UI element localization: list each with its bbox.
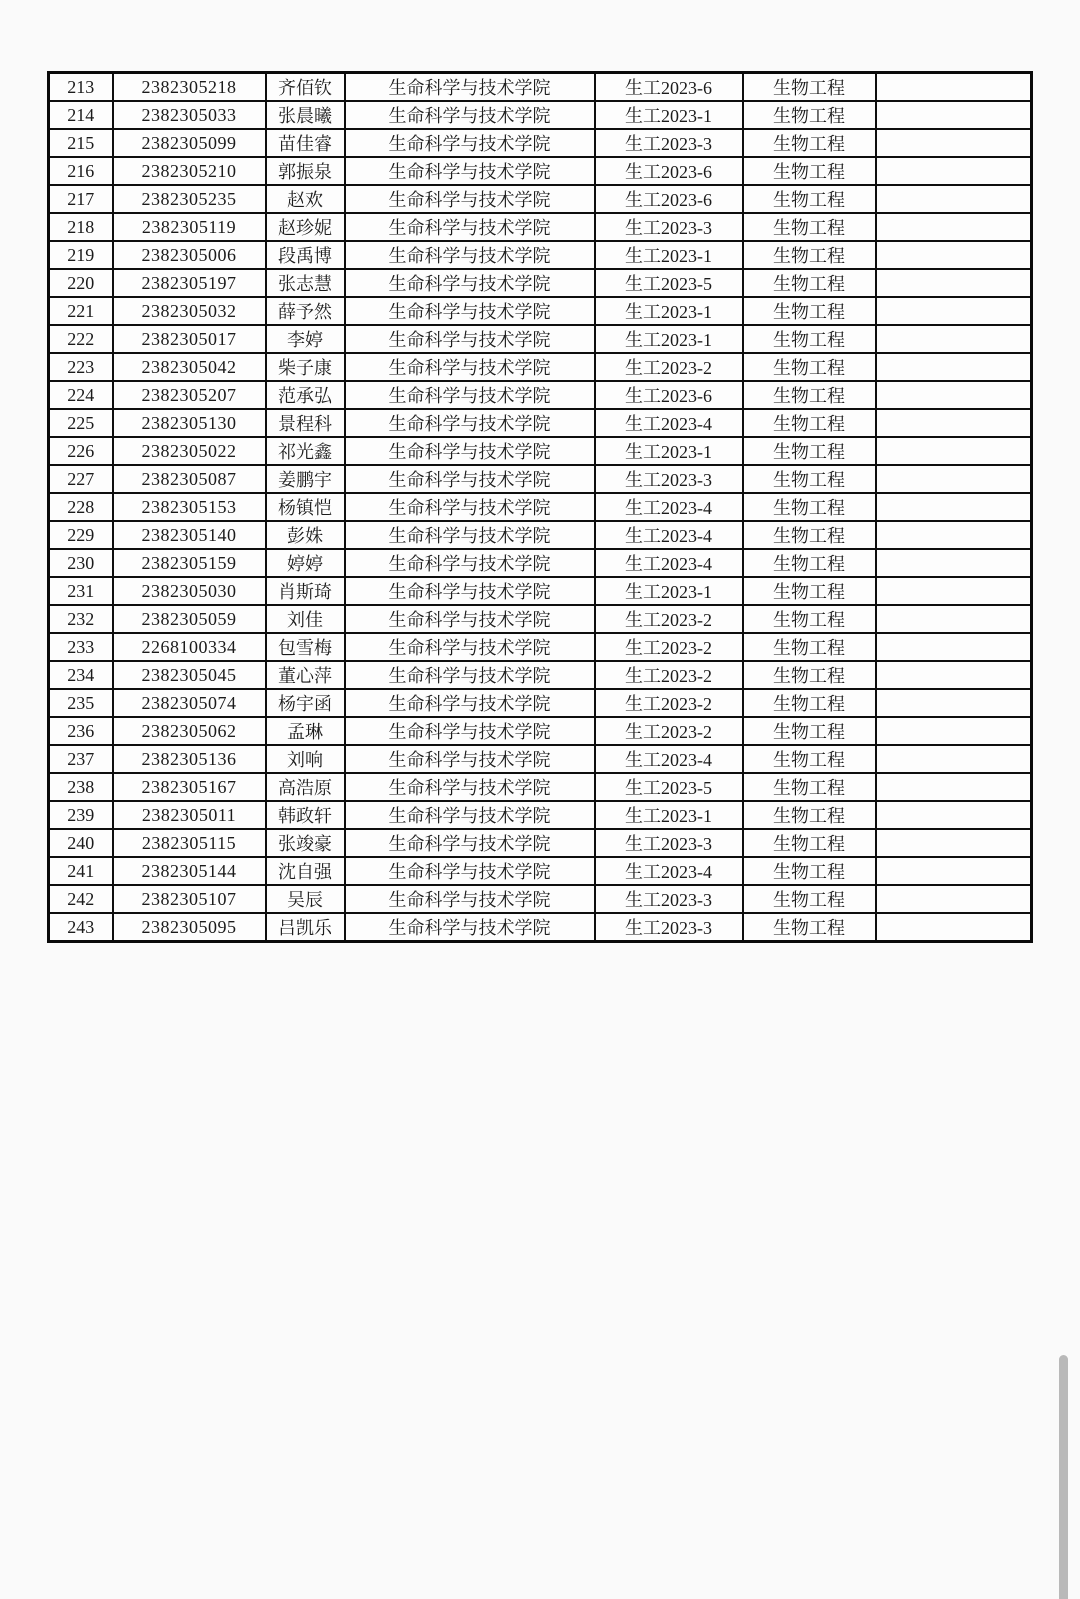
cell-college: 生命科学与技术学院 bbox=[345, 73, 595, 102]
table-row bbox=[49, 325, 1032, 353]
cell-student-id: 2268100334 bbox=[113, 633, 266, 661]
cell-name: 苗佳睿 bbox=[266, 129, 345, 157]
table-row bbox=[49, 521, 1032, 549]
cell-major: 生物工程 bbox=[743, 661, 876, 689]
cell-row-number: 227 bbox=[49, 465, 113, 493]
table-row bbox=[49, 353, 1032, 381]
cell-name: 姜鹏宇 bbox=[266, 465, 345, 493]
cell-student-id: 2382305087 bbox=[113, 465, 266, 493]
cell-name: 婷婷 bbox=[266, 549, 345, 577]
cell-class: 生工2023-6 bbox=[595, 73, 743, 102]
table-row bbox=[49, 409, 1032, 437]
table-row bbox=[49, 745, 1032, 773]
cell-major: 生物工程 bbox=[743, 689, 876, 717]
cell-name: 段禹博 bbox=[266, 241, 345, 269]
cell-student-id: 2382305045 bbox=[113, 661, 266, 689]
table-row bbox=[49, 717, 1032, 745]
cell-row-number: 226 bbox=[49, 437, 113, 465]
cell-college: 生命科学与技术学院 bbox=[345, 549, 595, 577]
cell-note bbox=[876, 773, 1032, 801]
cell-class: 生工2023-4 bbox=[595, 409, 743, 437]
cell-row-number: 235 bbox=[49, 689, 113, 717]
cell-major: 生物工程 bbox=[743, 605, 876, 633]
cell-note bbox=[876, 717, 1032, 745]
cell-class: 生工2023-6 bbox=[595, 381, 743, 409]
cell-row-number: 224 bbox=[49, 381, 113, 409]
cell-row-number: 233 bbox=[49, 633, 113, 661]
cell-name: 景程科 bbox=[266, 409, 345, 437]
cell-major: 生物工程 bbox=[743, 829, 876, 857]
cell-major: 生物工程 bbox=[743, 773, 876, 801]
table-row bbox=[49, 213, 1032, 241]
cell-note bbox=[876, 437, 1032, 465]
cell-major: 生物工程 bbox=[743, 857, 876, 885]
cell-note bbox=[876, 269, 1032, 297]
cell-student-id: 2382305144 bbox=[113, 857, 266, 885]
cell-class: 生工2023-6 bbox=[595, 157, 743, 185]
cell-major: 生物工程 bbox=[743, 409, 876, 437]
cell-name: 肖斯琦 bbox=[266, 577, 345, 605]
student-roster-table bbox=[47, 71, 1033, 943]
cell-note bbox=[876, 745, 1032, 773]
cell-student-id: 2382305115 bbox=[113, 829, 266, 857]
cell-name: 彭姝 bbox=[266, 521, 345, 549]
cell-college: 生命科学与技术学院 bbox=[345, 829, 595, 857]
table-row bbox=[49, 129, 1032, 157]
cell-student-id: 2382305074 bbox=[113, 689, 266, 717]
cell-row-number: 225 bbox=[49, 409, 113, 437]
cell-note bbox=[876, 689, 1032, 717]
cell-major: 生物工程 bbox=[743, 269, 876, 297]
cell-class: 生工2023-2 bbox=[595, 661, 743, 689]
table-row bbox=[49, 297, 1032, 325]
cell-college: 生命科学与技术学院 bbox=[345, 773, 595, 801]
cell-student-id: 2382305207 bbox=[113, 381, 266, 409]
cell-major: 生物工程 bbox=[743, 493, 876, 521]
cell-note bbox=[876, 213, 1032, 241]
cell-college: 生命科学与技术学院 bbox=[345, 885, 595, 913]
cell-student-id: 2382305059 bbox=[113, 605, 266, 633]
cell-student-id: 2382305006 bbox=[113, 241, 266, 269]
cell-major: 生物工程 bbox=[743, 717, 876, 745]
cell-class: 生工2023-1 bbox=[595, 101, 743, 129]
cell-row-number: 219 bbox=[49, 241, 113, 269]
cell-note bbox=[876, 493, 1032, 521]
cell-major: 生物工程 bbox=[743, 157, 876, 185]
cell-major: 生物工程 bbox=[743, 297, 876, 325]
cell-student-id: 2382305136 bbox=[113, 745, 266, 773]
cell-student-id: 2382305218 bbox=[113, 73, 266, 102]
cell-name: 郭振泉 bbox=[266, 157, 345, 185]
cell-note bbox=[876, 913, 1032, 942]
cell-class: 生工2023-1 bbox=[595, 241, 743, 269]
cell-name: 祁光鑫 bbox=[266, 437, 345, 465]
cell-student-id: 2382305235 bbox=[113, 185, 266, 213]
cell-student-id: 2382305017 bbox=[113, 325, 266, 353]
cell-class: 生工2023-4 bbox=[595, 521, 743, 549]
cell-note bbox=[876, 549, 1032, 577]
cell-student-id: 2382305197 bbox=[113, 269, 266, 297]
cell-class: 生工2023-2 bbox=[595, 689, 743, 717]
cell-student-id: 2382305099 bbox=[113, 129, 266, 157]
table-row bbox=[49, 549, 1032, 577]
cell-major: 生物工程 bbox=[743, 381, 876, 409]
cell-name: 刘响 bbox=[266, 745, 345, 773]
cell-row-number: 221 bbox=[49, 297, 113, 325]
cell-name: 高浩原 bbox=[266, 773, 345, 801]
cell-row-number: 239 bbox=[49, 801, 113, 829]
cell-college: 生命科学与技术学院 bbox=[345, 801, 595, 829]
cell-note bbox=[876, 885, 1032, 913]
cell-row-number: 228 bbox=[49, 493, 113, 521]
cell-row-number: 214 bbox=[49, 101, 113, 129]
cell-class: 生工2023-2 bbox=[595, 353, 743, 381]
cell-row-number: 213 bbox=[49, 73, 113, 102]
table-row bbox=[49, 829, 1032, 857]
cell-class: 生工2023-4 bbox=[595, 857, 743, 885]
table-row bbox=[49, 689, 1032, 717]
cell-note bbox=[876, 185, 1032, 213]
cell-major: 生物工程 bbox=[743, 549, 876, 577]
cell-college: 生命科学与技术学院 bbox=[345, 381, 595, 409]
cell-college: 生命科学与技术学院 bbox=[345, 633, 595, 661]
cell-class: 生工2023-5 bbox=[595, 773, 743, 801]
cell-note bbox=[876, 801, 1032, 829]
cell-name: 吕凯乐 bbox=[266, 913, 345, 942]
cell-note bbox=[876, 73, 1032, 102]
cell-row-number: 243 bbox=[49, 913, 113, 942]
cell-major: 生物工程 bbox=[743, 745, 876, 773]
cell-college: 生命科学与技术学院 bbox=[345, 101, 595, 129]
cell-college: 生命科学与技术学院 bbox=[345, 129, 595, 157]
cell-row-number: 215 bbox=[49, 129, 113, 157]
cell-class: 生工2023-5 bbox=[595, 269, 743, 297]
cell-row-number: 237 bbox=[49, 745, 113, 773]
table-row bbox=[49, 493, 1032, 521]
cell-student-id: 2382305153 bbox=[113, 493, 266, 521]
cell-student-id: 2382305011 bbox=[113, 801, 266, 829]
cell-note bbox=[876, 381, 1032, 409]
cell-college: 生命科学与技术学院 bbox=[345, 297, 595, 325]
cell-student-id: 2382305033 bbox=[113, 101, 266, 129]
table-row bbox=[49, 241, 1032, 269]
cell-row-number: 240 bbox=[49, 829, 113, 857]
cell-class: 生工2023-3 bbox=[595, 465, 743, 493]
cell-class: 生工2023-6 bbox=[595, 185, 743, 213]
cell-class: 生工2023-1 bbox=[595, 325, 743, 353]
cell-row-number: 230 bbox=[49, 549, 113, 577]
cell-name: 齐佰钦 bbox=[266, 73, 345, 102]
cell-class: 生工2023-1 bbox=[595, 437, 743, 465]
cell-note bbox=[876, 409, 1032, 437]
cell-name: 柴子康 bbox=[266, 353, 345, 381]
cell-major: 生物工程 bbox=[743, 801, 876, 829]
cell-college: 生命科学与技术学院 bbox=[345, 241, 595, 269]
cell-row-number: 216 bbox=[49, 157, 113, 185]
cell-class: 生工2023-4 bbox=[595, 493, 743, 521]
cell-college: 生命科学与技术学院 bbox=[345, 185, 595, 213]
vertical-scrollbar-thumb[interactable] bbox=[1059, 1355, 1068, 1599]
cell-note bbox=[876, 577, 1032, 605]
cell-student-id: 2382305210 bbox=[113, 157, 266, 185]
cell-note bbox=[876, 633, 1032, 661]
cell-class: 生工2023-3 bbox=[595, 885, 743, 913]
cell-class: 生工2023-4 bbox=[595, 745, 743, 773]
cell-class: 生工2023-3 bbox=[595, 213, 743, 241]
cell-student-id: 2382305030 bbox=[113, 577, 266, 605]
cell-note bbox=[876, 297, 1032, 325]
cell-college: 生命科学与技术学院 bbox=[345, 465, 595, 493]
cell-note bbox=[876, 521, 1032, 549]
cell-major: 生物工程 bbox=[743, 913, 876, 942]
cell-student-id: 2382305032 bbox=[113, 297, 266, 325]
cell-college: 生命科学与技术学院 bbox=[345, 325, 595, 353]
cell-college: 生命科学与技术学院 bbox=[345, 521, 595, 549]
cell-major: 生物工程 bbox=[743, 521, 876, 549]
cell-major: 生物工程 bbox=[743, 325, 876, 353]
cell-college: 生命科学与技术学院 bbox=[345, 605, 595, 633]
cell-class: 生工2023-2 bbox=[595, 717, 743, 745]
cell-name: 刘佳 bbox=[266, 605, 345, 633]
table-row bbox=[49, 437, 1032, 465]
cell-student-id: 2382305107 bbox=[113, 885, 266, 913]
cell-row-number: 238 bbox=[49, 773, 113, 801]
table-row bbox=[49, 73, 1032, 102]
cell-name: 范承弘 bbox=[266, 381, 345, 409]
table-row bbox=[49, 913, 1032, 942]
cell-college: 生命科学与技术学院 bbox=[345, 269, 595, 297]
table-row bbox=[49, 101, 1032, 129]
cell-name: 包雪梅 bbox=[266, 633, 345, 661]
cell-major: 生物工程 bbox=[743, 885, 876, 913]
cell-college: 生命科学与技术学院 bbox=[345, 157, 595, 185]
cell-college: 生命科学与技术学院 bbox=[345, 689, 595, 717]
cell-college: 生命科学与技术学院 bbox=[345, 857, 595, 885]
cell-college: 生命科学与技术学院 bbox=[345, 213, 595, 241]
cell-name: 杨镇恺 bbox=[266, 493, 345, 521]
cell-college: 生命科学与技术学院 bbox=[345, 745, 595, 773]
cell-major: 生物工程 bbox=[743, 353, 876, 381]
cell-class: 生工2023-3 bbox=[595, 829, 743, 857]
table-row bbox=[49, 157, 1032, 185]
cell-name: 孟琳 bbox=[266, 717, 345, 745]
cell-name: 杨宇函 bbox=[266, 689, 345, 717]
cell-student-id: 2382305119 bbox=[113, 213, 266, 241]
cell-college: 生命科学与技术学院 bbox=[345, 577, 595, 605]
table-row bbox=[49, 661, 1032, 689]
cell-major: 生物工程 bbox=[743, 73, 876, 102]
cell-row-number: 229 bbox=[49, 521, 113, 549]
cell-row-number: 242 bbox=[49, 885, 113, 913]
cell-note bbox=[876, 857, 1032, 885]
table-row bbox=[49, 605, 1032, 633]
cell-major: 生物工程 bbox=[743, 633, 876, 661]
cell-college: 生命科学与技术学院 bbox=[345, 437, 595, 465]
cell-college: 生命科学与技术学院 bbox=[345, 717, 595, 745]
cell-college: 生命科学与技术学院 bbox=[345, 409, 595, 437]
table-row bbox=[49, 885, 1032, 913]
cell-row-number: 234 bbox=[49, 661, 113, 689]
cell-student-id: 2382305022 bbox=[113, 437, 266, 465]
cell-note bbox=[876, 605, 1032, 633]
cell-college: 生命科学与技术学院 bbox=[345, 353, 595, 381]
table-row bbox=[49, 465, 1032, 493]
cell-row-number: 236 bbox=[49, 717, 113, 745]
cell-major: 生物工程 bbox=[743, 577, 876, 605]
cell-name: 吴辰 bbox=[266, 885, 345, 913]
table-row bbox=[49, 577, 1032, 605]
cell-row-number: 217 bbox=[49, 185, 113, 213]
cell-class: 生工2023-3 bbox=[595, 129, 743, 157]
cell-name: 韩政轩 bbox=[266, 801, 345, 829]
cell-row-number: 223 bbox=[49, 353, 113, 381]
cell-name: 张竣豪 bbox=[266, 829, 345, 857]
cell-name: 李婷 bbox=[266, 325, 345, 353]
cell-name: 赵珍妮 bbox=[266, 213, 345, 241]
cell-name: 张晨曦 bbox=[266, 101, 345, 129]
cell-class: 生工2023-2 bbox=[595, 633, 743, 661]
cell-college: 生命科学与技术学院 bbox=[345, 493, 595, 521]
cell-row-number: 232 bbox=[49, 605, 113, 633]
cell-note bbox=[876, 661, 1032, 689]
cell-note bbox=[876, 465, 1032, 493]
table-row bbox=[49, 381, 1032, 409]
cell-row-number: 222 bbox=[49, 325, 113, 353]
cell-row-number: 241 bbox=[49, 857, 113, 885]
cell-student-id: 2382305167 bbox=[113, 773, 266, 801]
cell-class: 生工2023-4 bbox=[595, 549, 743, 577]
cell-row-number: 220 bbox=[49, 269, 113, 297]
table-row bbox=[49, 857, 1032, 885]
cell-name: 赵欢 bbox=[266, 185, 345, 213]
cell-major: 生物工程 bbox=[743, 213, 876, 241]
cell-major: 生物工程 bbox=[743, 101, 876, 129]
table-row bbox=[49, 633, 1032, 661]
cell-college: 生命科学与技术学院 bbox=[345, 913, 595, 942]
cell-note bbox=[876, 129, 1032, 157]
cell-major: 生物工程 bbox=[743, 437, 876, 465]
cell-student-id: 2382305062 bbox=[113, 717, 266, 745]
student-table-body bbox=[49, 73, 1032, 942]
cell-student-id: 2382305140 bbox=[113, 521, 266, 549]
cell-student-id: 2382305130 bbox=[113, 409, 266, 437]
cell-note bbox=[876, 829, 1032, 857]
cell-row-number: 231 bbox=[49, 577, 113, 605]
cell-name: 董心萍 bbox=[266, 661, 345, 689]
cell-student-id: 2382305042 bbox=[113, 353, 266, 381]
cell-note bbox=[876, 157, 1032, 185]
cell-row-number: 218 bbox=[49, 213, 113, 241]
cell-note bbox=[876, 101, 1032, 129]
cell-class: 生工2023-1 bbox=[595, 297, 743, 325]
cell-class: 生工2023-1 bbox=[595, 801, 743, 829]
cell-note bbox=[876, 241, 1032, 269]
cell-college: 生命科学与技术学院 bbox=[345, 661, 595, 689]
table-row bbox=[49, 269, 1032, 297]
cell-major: 生物工程 bbox=[743, 241, 876, 269]
cell-name: 沈自强 bbox=[266, 857, 345, 885]
cell-class: 生工2023-3 bbox=[595, 913, 743, 942]
cell-major: 生物工程 bbox=[743, 465, 876, 493]
cell-class: 生工2023-1 bbox=[595, 577, 743, 605]
cell-student-id: 2382305159 bbox=[113, 549, 266, 577]
cell-note bbox=[876, 325, 1032, 353]
table-row bbox=[49, 185, 1032, 213]
cell-student-id: 2382305095 bbox=[113, 913, 266, 942]
cell-name: 薛予然 bbox=[266, 297, 345, 325]
table-row bbox=[49, 773, 1032, 801]
cell-major: 生物工程 bbox=[743, 129, 876, 157]
cell-name: 张志慧 bbox=[266, 269, 345, 297]
cell-class: 生工2023-2 bbox=[595, 605, 743, 633]
cell-major: 生物工程 bbox=[743, 185, 876, 213]
cell-note bbox=[876, 353, 1032, 381]
table-row bbox=[49, 801, 1032, 829]
